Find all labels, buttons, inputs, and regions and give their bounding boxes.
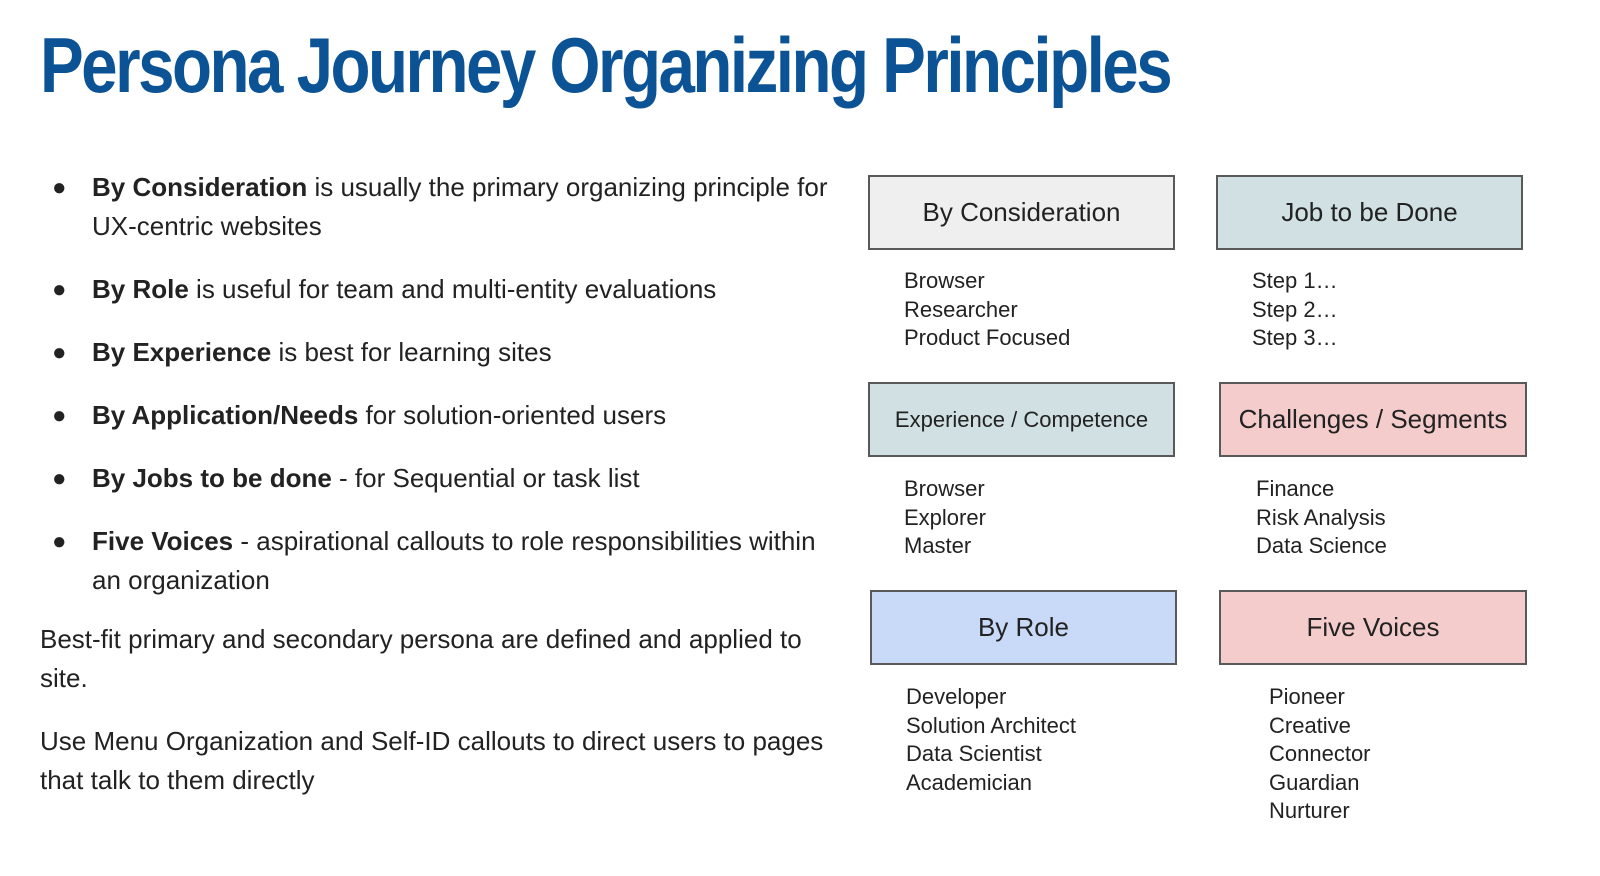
bullet-icon: ● xyxy=(52,402,67,429)
bullet-icon: ● xyxy=(52,339,67,366)
bullet-text: for solution-oriented users xyxy=(358,400,667,430)
card-item: Product Focused xyxy=(904,325,1071,350)
card-five-voices xyxy=(1219,590,1527,665)
card-item: Guardian xyxy=(1269,769,1360,795)
card-by-role xyxy=(870,590,1177,665)
card-item: Step 1… xyxy=(1252,268,1338,293)
bullet-icon: ● xyxy=(52,528,67,555)
list-item xyxy=(40,522,840,600)
summary-paragraph: Best-fit primary and secondary persona are defined and applied to site. xyxy=(40,624,802,693)
bullet-bold: By Application/Needs xyxy=(92,400,359,430)
card-items-challenges-segments xyxy=(1256,475,1387,561)
card-item: Finance xyxy=(1256,476,1335,501)
bullet-icon: ● xyxy=(52,465,67,492)
card-items-experience-competence xyxy=(904,475,986,561)
card-item: Solution Architect xyxy=(906,712,1076,738)
bullet-bold: By Role xyxy=(92,274,189,304)
card-label: Challenges / Segments xyxy=(1238,404,1508,434)
list-item xyxy=(40,333,840,372)
card-items-by-consideration xyxy=(904,267,1070,353)
card-item: Risk Analysis xyxy=(1256,504,1386,530)
list-item xyxy=(40,459,840,498)
bullet-bold: Five Voices xyxy=(92,526,234,556)
card-item: Researcher xyxy=(904,296,1018,322)
card-job-to-be-done xyxy=(1216,175,1523,250)
card-item: Browser xyxy=(904,268,985,293)
guidance-paragraph: Use Menu Organization and Self-ID callouts to direct users to pages that talk to them directly xyxy=(40,726,824,795)
card-item: Step 2… xyxy=(1252,296,1338,322)
card-label: Job to be Done xyxy=(1281,197,1458,227)
bullet-text: is best for learning sites xyxy=(271,337,552,367)
card-label: Five Voices xyxy=(1306,612,1440,642)
bullet-text: is useful for team and multi-entity evaluations xyxy=(188,274,717,304)
card-item: Connector xyxy=(1269,741,1371,766)
bullet-text: - aspirational callouts to role responsibilities within an organization xyxy=(92,526,816,595)
principles-list xyxy=(40,168,840,624)
card-item: Step 3… xyxy=(1252,325,1338,350)
card-by-consideration xyxy=(868,175,1175,250)
card-label: Experience / Competence xyxy=(894,406,1149,432)
bullet-text: - for Sequential or task list xyxy=(331,463,640,493)
bullet-bold: By Consideration xyxy=(92,172,308,202)
bullet-bold: By Experience xyxy=(92,337,272,367)
card-item: Data Scientist xyxy=(906,741,1042,766)
list-item xyxy=(40,270,840,309)
card-item: Academician xyxy=(906,769,1032,795)
bullet-bold: By Jobs to be done xyxy=(92,463,332,493)
page-title: Persona Journey Organizing Principles xyxy=(40,21,1171,109)
card-item: Pioneer xyxy=(1269,684,1345,709)
list-item xyxy=(40,168,840,246)
card-item: Explorer xyxy=(904,504,986,530)
card-challenges-segments xyxy=(1219,382,1527,457)
card-item: Creative xyxy=(1269,712,1351,738)
card-items-by-role xyxy=(906,683,1076,797)
card-label: By Role xyxy=(977,612,1070,642)
card-item: Nurturer xyxy=(1269,798,1350,823)
card-item: Data Science xyxy=(1256,533,1387,558)
bullet-text: is usually the primary organizing principle for UX-centric websites xyxy=(92,172,828,241)
card-item: Developer xyxy=(906,684,1007,709)
card-item: Browser xyxy=(904,476,985,501)
card-label: By Consideration xyxy=(922,197,1121,227)
list-item xyxy=(40,396,840,435)
card-experience-competence xyxy=(868,382,1175,457)
card-items-job-to-be-done xyxy=(1252,267,1338,353)
card-item: Master xyxy=(904,533,972,558)
bullet-icon: ● xyxy=(52,174,67,201)
bullet-icon: ● xyxy=(52,276,67,303)
card-items-five-voices xyxy=(1269,683,1371,826)
